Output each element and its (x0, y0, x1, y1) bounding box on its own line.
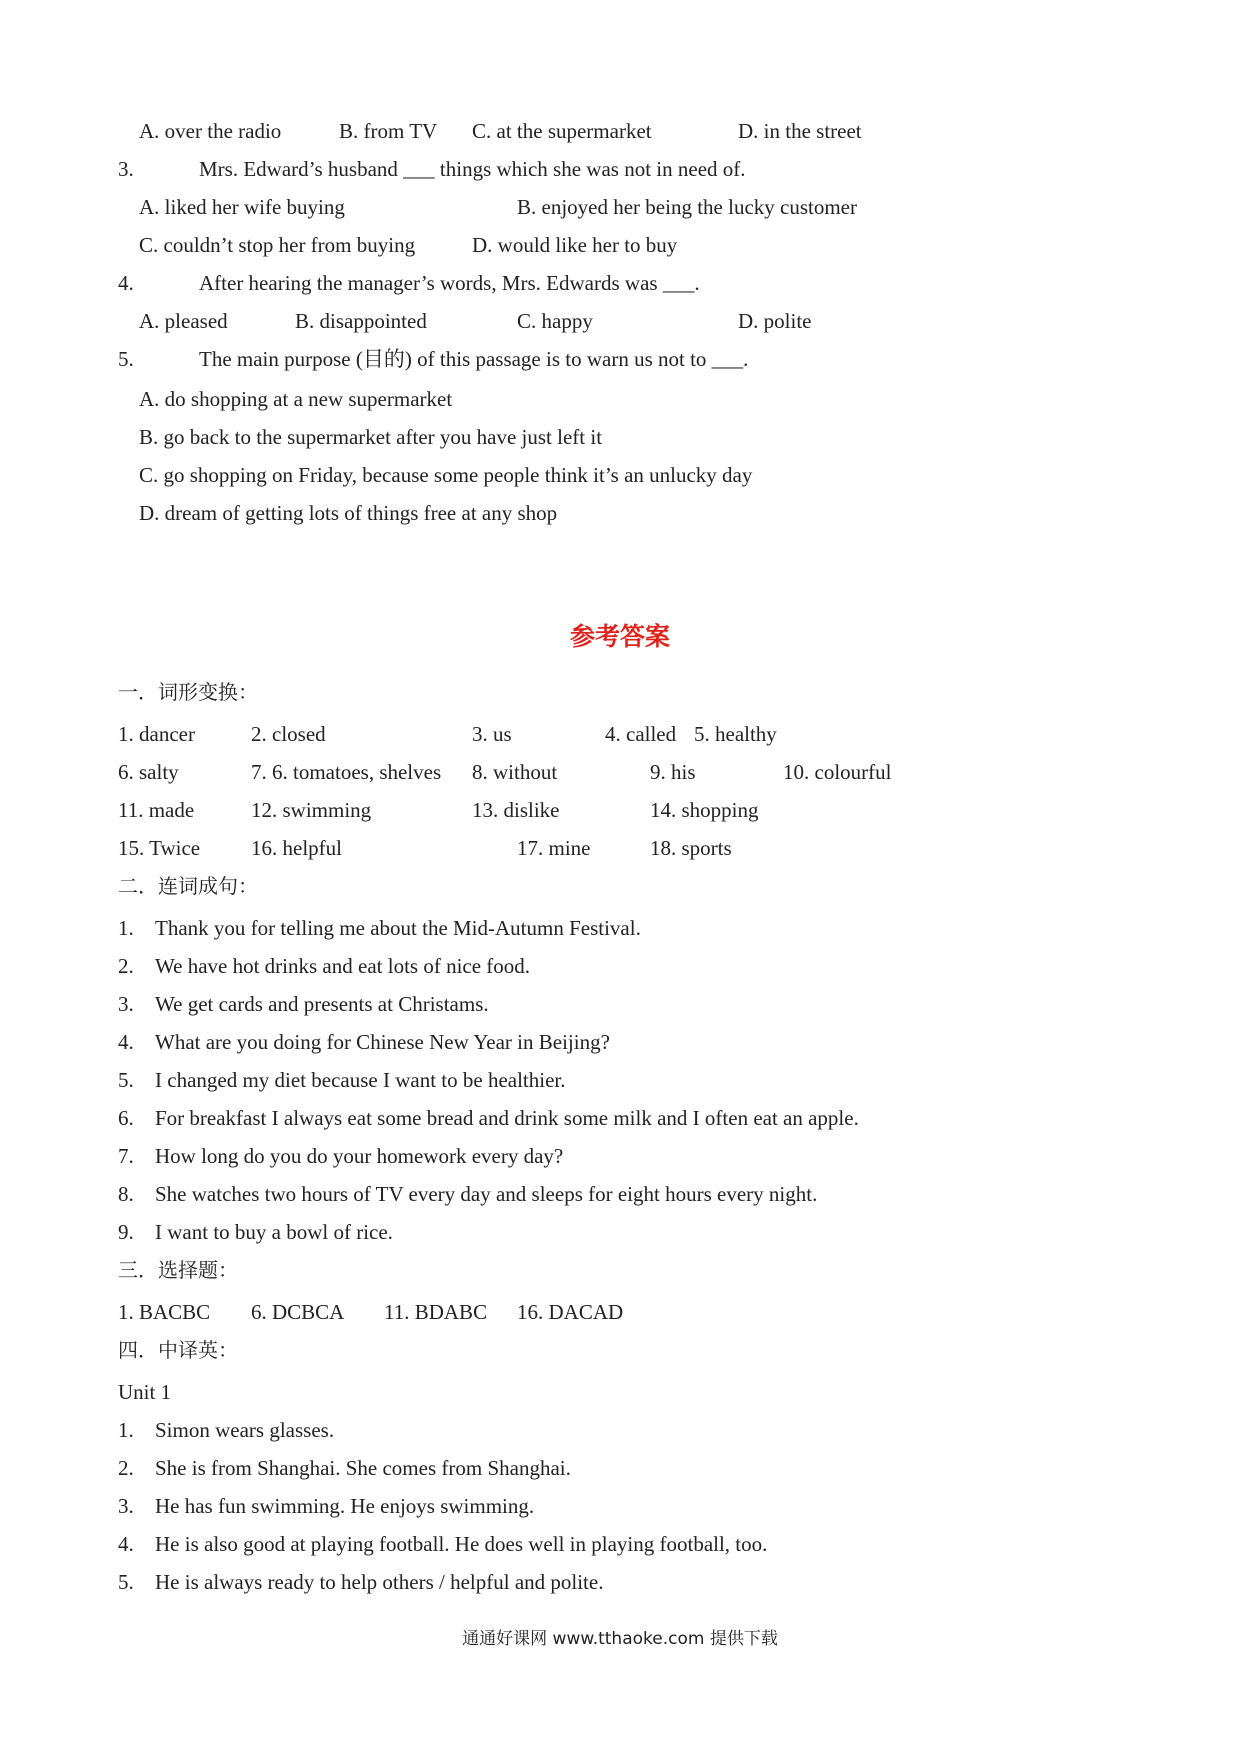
q5-option-c: C. go shopping on Friday, because some people think it’s an unlucky day (139, 463, 753, 487)
sec2-item-text: What are you doing for Chinese New Year in Beijing? (155, 1030, 610, 1054)
sec4-item-text: He is always ready to help others / helpful and polite. (155, 1570, 604, 1594)
sec1-item: 11. made (118, 798, 195, 822)
sec1-item: 3. us (472, 722, 512, 746)
q4-option-a: A. pleased (139, 309, 228, 333)
sec1-item: 4. called (605, 722, 677, 746)
sec4-item-number: 5. (118, 1570, 134, 1594)
q5-option-d: D. dream of getting lots of things free at any shop (139, 501, 558, 525)
sec3-item: 6. DCBCA (251, 1300, 345, 1324)
q4-option-c: C. happy (517, 309, 593, 333)
sec1-item: 15. Twice (118, 836, 201, 860)
sec1-item: 10. colourful (783, 760, 892, 784)
section-3-heading: 三．选择题： (118, 1258, 238, 1282)
sec1-item: 18. sports (650, 836, 732, 860)
q2-option-c: C. at the supermarket (472, 119, 652, 143)
q3-option-a: A. liked her wife buying (139, 195, 345, 219)
sec1-item: 1. dancer (118, 722, 195, 746)
sec2-item-number: 3. (118, 992, 134, 1016)
q5-option-b: B. go back to the supermarket after you have just left it (139, 425, 603, 449)
sec2-item-text: Thank you for telling me about the Mid-Autumn Festival. (155, 916, 641, 940)
sec1-item: 5. healthy (694, 722, 777, 746)
q3-option-b: B. enjoyed her being the lucky customer (517, 195, 857, 219)
q4-stem: After hearing the manager’s words, Mrs. Edwards was ___. (199, 271, 700, 295)
sec2-item-number: 4. (118, 1030, 134, 1054)
sec1-item: 17. mine (517, 836, 591, 860)
q4-option-b: B. disappointed (295, 309, 427, 333)
section-4-heading: 四．中译英： (118, 1338, 238, 1362)
sec4-item-text: He is also good at playing football. He does well in playing football, too. (155, 1532, 768, 1556)
q5-number: 5. (118, 347, 134, 371)
sec3-item: 16. DACAD (517, 1300, 624, 1324)
q3-stem: Mrs. Edward’s husband ___ things which she was not in need of. (199, 157, 746, 181)
sec2-item-number: 9. (118, 1220, 134, 1244)
section-1-heading: 一．词形变换： (118, 680, 258, 704)
sec1-item: 14. shopping (650, 798, 759, 822)
sec2-item-text: I want to buy a bowl of rice. (155, 1220, 393, 1244)
sec2-item-number: 6. (118, 1106, 134, 1130)
sec4-item-text: He has fun swimming. He enjoys swimming. (155, 1494, 535, 1518)
sec3-item: 1. BACBC (118, 1300, 211, 1324)
unit-label: Unit 1 (118, 1380, 172, 1404)
sec2-item-number: 5. (118, 1068, 134, 1092)
sec2-item-text: She watches two hours of TV every day and sleeps for eight hours every night. (155, 1182, 818, 1206)
sec2-item-text: We get cards and presents at Christams. (155, 992, 489, 1016)
q5-stem: The main purpose (目的) of this passage is to warn us not to ___. (199, 347, 749, 371)
q4-number: 4. (118, 271, 134, 295)
sec4-item-number: 4. (118, 1532, 134, 1556)
q2-option-b: B. from TV (339, 119, 438, 143)
sec4-item-text: She is from Shanghai. She comes from Shanghai. (155, 1456, 571, 1480)
q2-option-a: A. over the radio (139, 119, 282, 143)
q5-option-a: A. do shopping at a new supermarket (139, 387, 453, 411)
sec2-item-number: 1. (118, 916, 134, 940)
q3-option-c: C. couldn’t stop her from buying (139, 233, 416, 257)
sec4-item-number: 3. (118, 1494, 134, 1518)
sec2-item-number: 2. (118, 954, 134, 978)
sec2-item-number: 8. (118, 1182, 134, 1206)
answer-key-title: 参考答案 (569, 622, 670, 651)
q4-option-d: D. polite (738, 309, 812, 333)
section-2-heading: 二．连词成句： (118, 874, 258, 898)
sec1-item: 2. closed (251, 722, 326, 746)
sec1-item: 7. 6. tomatoes, shelves (251, 760, 442, 784)
sec2-item-text: For breakfast I always eat some bread and drink some milk and I often eat an apple. (155, 1106, 859, 1130)
sec3-item: 11. BDABC (384, 1300, 488, 1324)
page-footer: 通通好课网 www.tthaoke.com 提供下载 (462, 1629, 778, 1649)
sec1-item: 13. dislike (472, 798, 560, 822)
sec2-item-text: We have hot drinks and eat lots of nice food. (155, 954, 531, 978)
sec4-item-text: Simon wears glasses. (155, 1418, 335, 1442)
sec4-item-number: 1. (118, 1418, 134, 1442)
q3-option-d: D. would like her to buy (472, 233, 678, 257)
q3-number: 3. (118, 157, 134, 181)
q2-option-d: D. in the street (738, 119, 862, 143)
sec4-item-number: 2. (118, 1456, 134, 1480)
sec1-item: 9. his (650, 760, 696, 784)
sec1-item: 6. salty (118, 760, 179, 784)
sec1-item: 8. without (472, 760, 558, 784)
sec2-item-text: I changed my diet because I want to be healthier. (155, 1068, 566, 1092)
sec2-item-number: 7. (118, 1144, 134, 1168)
sec1-item: 12. swimming (251, 798, 372, 822)
sec1-item: 16. helpful (251, 836, 342, 860)
sec2-item-text: How long do you do your homework every day? (155, 1144, 564, 1168)
